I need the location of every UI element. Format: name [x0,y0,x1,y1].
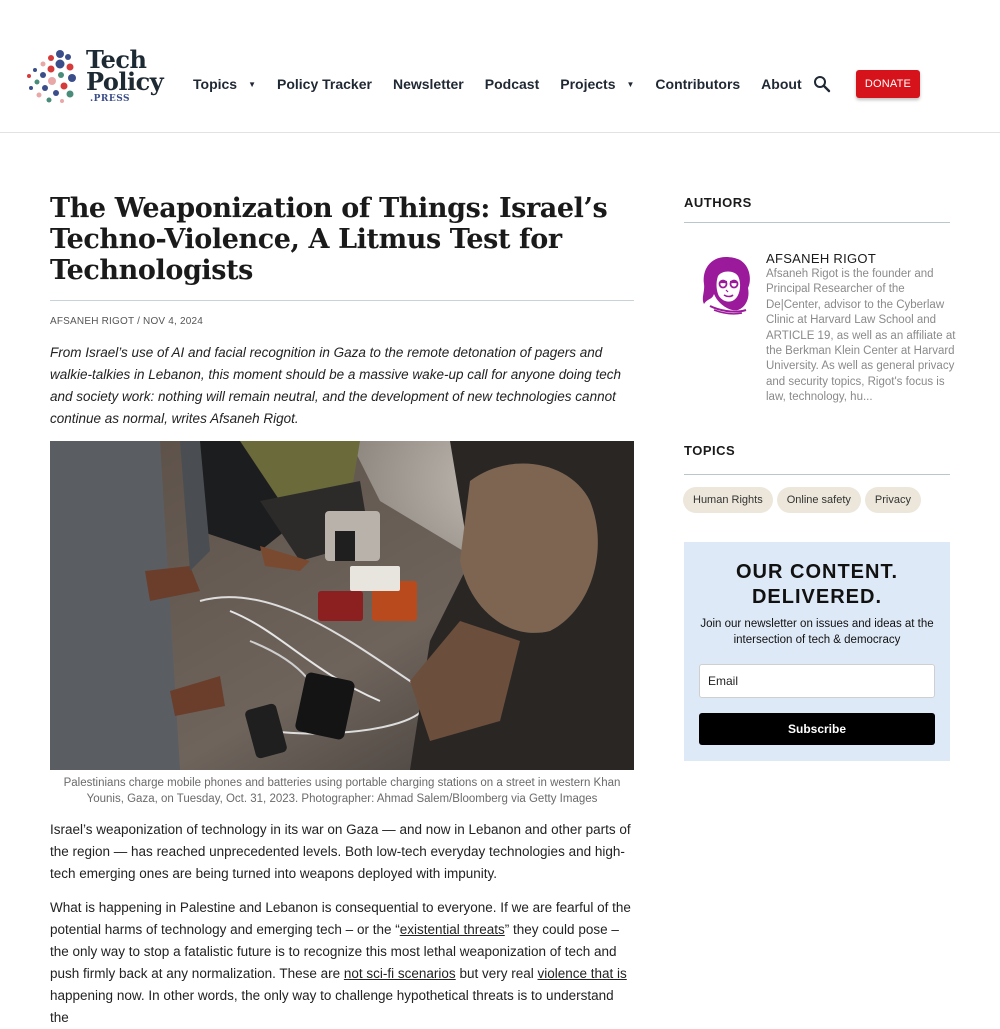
author-bio: Afsaneh Rigot is the founder and Principal Researcher of the De|Center, advisor to the Cyberlaw Clinic at Harvard Law School and ARTICLE 19, as well as an affiliate at the Berkman Klein Center at Harvard University. As well as general privacy and security topics, Rigot's focus is law, technology, hu... [766,268,956,404]
nav-item-policy-tracker[interactable] [277,76,372,92]
logo-dots-icon [24,48,80,104]
newsletter-title-line2: DELIVERED. [751,586,883,608]
site-logo[interactable] [24,45,164,108]
topic-pill-privacy[interactable]: Privacy [865,487,921,513]
nav-item-contributors[interactable] [655,76,740,92]
site-header [0,0,1000,133]
article-paragraph: Israel’s weaponization of technology in its war on Gaza — and now in Lebanon and other parts of the region — has reached unprecedented levels. Both low-tech everyday technologies and high-tech emerging ones are being turned into weapons deployed with impunity. [50,822,631,881]
nav-item-topics[interactable] [193,76,256,92]
nav-item-label: About [761,76,802,92]
nav-item-label: Newsletter [392,76,464,92]
topic-pill-human-rights[interactable]: Human Rights [683,487,773,513]
nav-item-podcast[interactable] [485,76,539,92]
authors-divider [684,222,950,223]
nav-item-label: Policy Tracker [277,76,372,92]
nav-item-label: Contributors [655,76,741,92]
nav-item-newsletter[interactable] [393,76,464,92]
topics-divider [684,474,950,475]
logo-text-tech: Tech [86,45,147,74]
article-paragraph [50,897,636,1029]
article-lede: From Israel’s use of AI and facial recognition in Gaza to the remote detonation of pagers and walkie-talkies in Lebanon, this moment should be a massive wake-up call for anyone doing tech and society work: nothing will remain neutral, and the development of new technologies cannot continue as normal, writes Afsaneh Rigot. [50,345,622,426]
nav-item-label: Projects [560,76,616,92]
link-violence-that-is[interactable]: violence that is [537,966,627,981]
topic-pill-online-safety[interactable]: Online safety [777,487,861,513]
main-nav [193,74,823,94]
nav-item-label: Podcast [484,76,540,92]
newsletter-title-line1: OUR CONTENT. [736,561,898,583]
author-avatar[interactable] [696,254,756,316]
logo-text-policy: Policy [86,67,164,96]
newsletter-title [684,560,950,610]
logo-text-press: .PRESS [90,94,131,104]
article-byline: AFSANEH RIGOT / NOV 4, 2024 [50,316,204,327]
nav-item-label: Topics [193,76,238,92]
paragraph-text: but very real [455,966,538,981]
newsletter-subtitle: Join our newsletter on issues and ideas at the intersection of tech & democracy [700,618,934,646]
search-icon[interactable] [813,75,831,93]
paragraph-text: What is happening in Palestine and Lebanon is consequential to everyone. If we are fearful of the potential harms of technology and emerging tech – or the “ [50,900,631,937]
paragraph-text: happening now. In other words, the only way to challenge hypothetical threats is to understand the [50,988,614,1025]
nav-item-projects[interactable] [560,76,634,92]
newsletter-signup [684,542,950,761]
topics-heading: TOPICS [684,443,736,458]
nav-item-about[interactable] [761,76,801,92]
donate-button[interactable]: DONATE [856,70,920,98]
author-name[interactable]: AFSANEH RIGOT [766,251,877,266]
topic-pills [683,487,925,513]
paragraph-text: ” they could pose – the only way to stop a fatalistic future is to recognize this most lethal weaponization of tech and push firmly back at any normalization. These are [50,922,619,981]
hero-photo-illustration [50,441,634,770]
caret-down-icon: ▼ [248,79,256,89]
email-field[interactable] [699,664,935,698]
authors-heading: AUTHORS [684,195,752,210]
article-hero-image [50,441,634,770]
image-caption: Palestinians charge mobile phones and batteries using portable charging stations on a street in western Khan Younis, Gaza, on Tuesday, Oct. 31, 2023. Photographer: Ahmad Salem/Bloomberg via Getty Images [63,777,621,805]
link-not-sci-fi-scenarios[interactable]: not sci-fi scenarios [343,966,456,981]
caret-down-icon: ▼ [626,79,635,89]
article-title: The Weaponization of Things: Israel’s Techno-Violence, A Litmus Test for Technologists [50,193,608,286]
title-divider [50,300,634,301]
link-existential-threats[interactable]: existential threats [399,922,505,937]
subscribe-button[interactable]: Subscribe [699,713,935,745]
